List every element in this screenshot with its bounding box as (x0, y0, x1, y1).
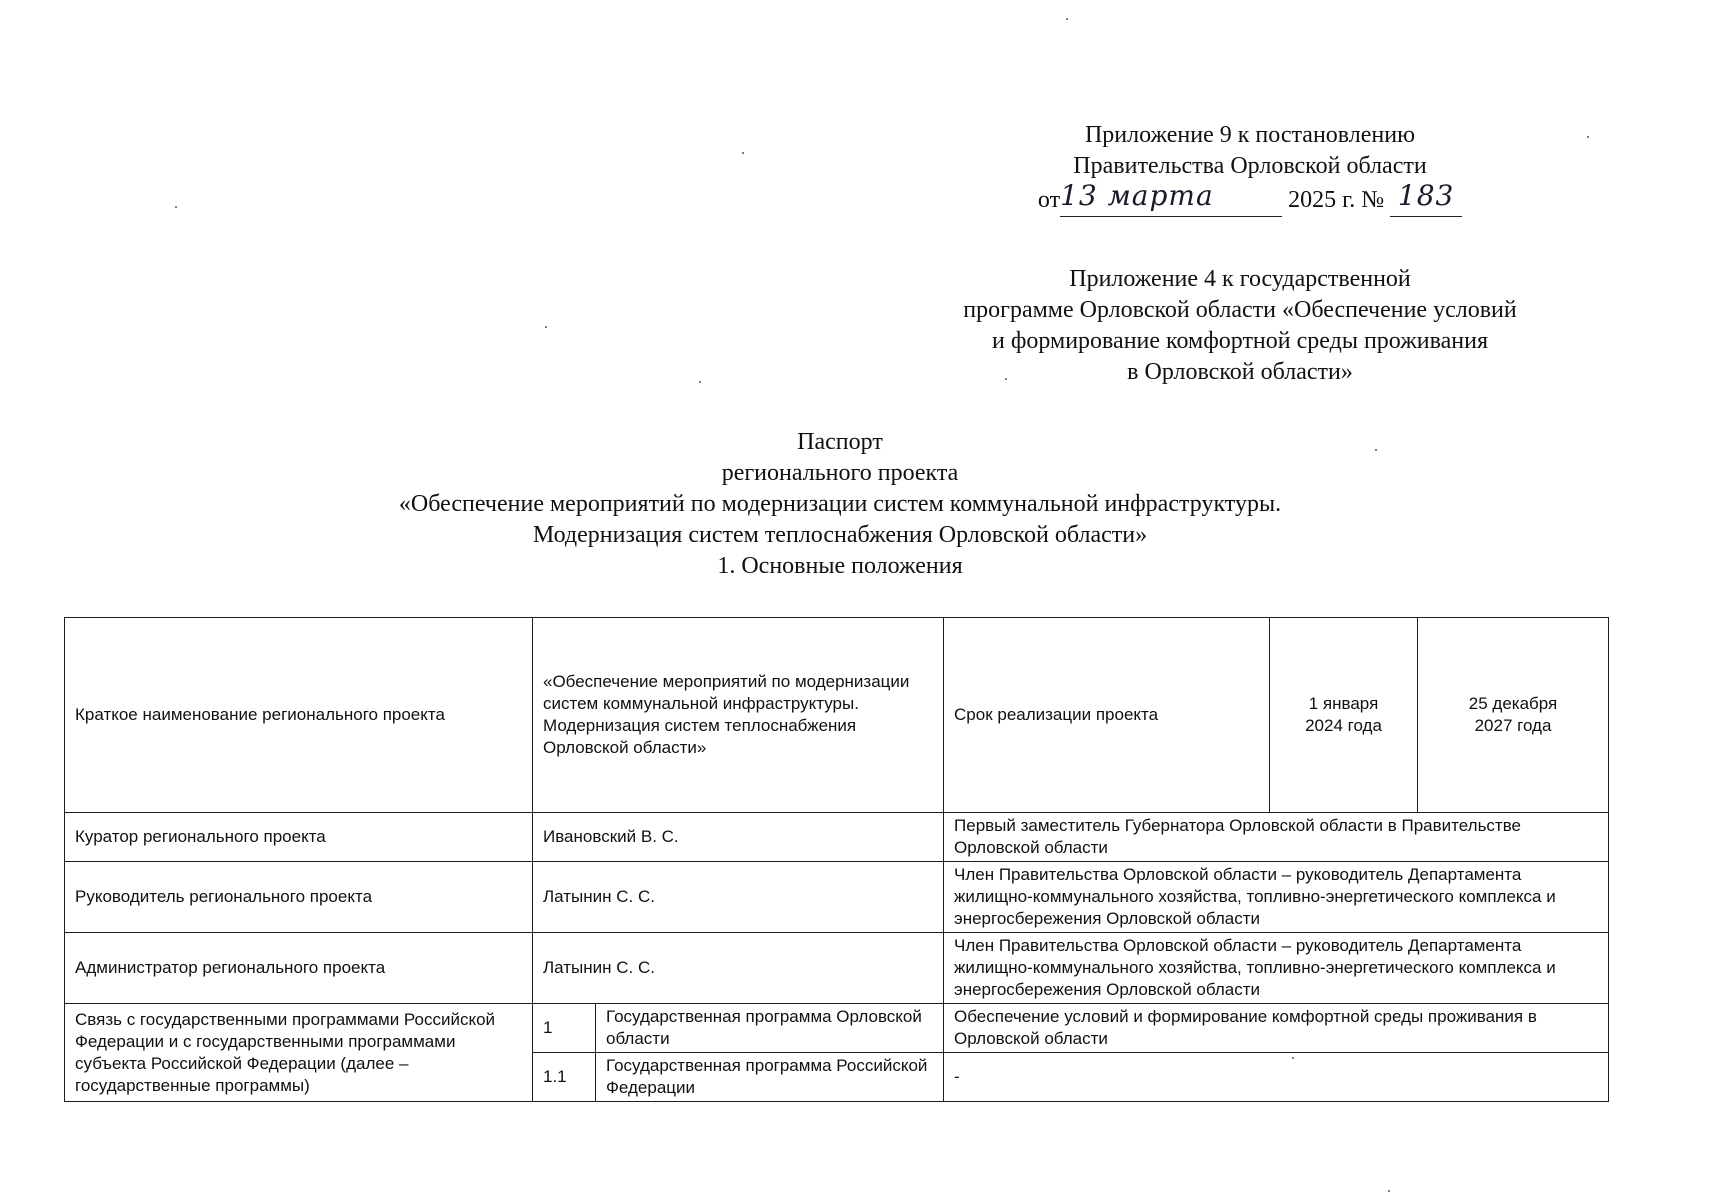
year-text: 2025 г. № (1288, 187, 1385, 213)
appendix-9-line-1: Приложение 9 к постановлению (1084, 122, 1416, 148)
scan-speck (1587, 136, 1589, 138)
programs-link-label: Связь с государственными программами Российской Федерации и с государственными программами субъекта Российской Федерации (далее – государственные программы) (65, 1004, 533, 1102)
handwritten-date: 13 марта (1060, 179, 1214, 212)
start-date-line-2: 2024 года (1305, 716, 1382, 735)
start-date (1270, 618, 1418, 813)
table-row (65, 1004, 1609, 1053)
appendix-4-line-3: и формирование комфортной среды проживания (991, 328, 1489, 354)
handwritten-number: 183 (1397, 179, 1455, 212)
scan-speck (1375, 449, 1377, 451)
table-row (65, 862, 1609, 933)
curator-position: Первый заместитель Губернатора Орловской области в Правительстве Орловской области (944, 813, 1609, 862)
program-value: Обеспечение условий и формирование комфортной среды проживания в Орловской области (944, 1004, 1609, 1053)
section-heading: 1. Основные положения (717, 553, 963, 579)
leader-position: Член Правительства Орловской области – руководитель Департамента жилищно-коммунального хозяйства, топливно-энергетического комплекса и энергосбережения Орловской области (944, 862, 1609, 933)
scan-speck (545, 326, 547, 328)
end-date-line-1: 25 декабря (1468, 694, 1558, 713)
program-number: 1 (533, 1004, 596, 1053)
title-line-3: «Обеспечение мероприятий по модернизации систем коммунальной инфраструктуры. (398, 491, 1282, 517)
date-field (1060, 179, 1282, 217)
program-value: - (944, 1053, 1609, 1102)
appendix-4-line-1: Приложение 4 к государственной (1069, 266, 1411, 292)
admin-name: Латынин С. С. (533, 933, 944, 1004)
term-label: Срок реализации проекта (944, 618, 1270, 813)
title-line-1: Паспорт (797, 429, 883, 455)
curator-label: Куратор регионального проекта (65, 813, 533, 862)
leader-name: Латынин С. С. (533, 862, 944, 933)
appendix-9-line-3 (990, 179, 1510, 217)
end-date-line-2: 2027 года (1474, 716, 1552, 735)
end-date (1418, 618, 1609, 813)
curator-name: Ивановский В. С. (533, 813, 944, 862)
scan-speck (1005, 378, 1007, 380)
appendix-4-header (900, 264, 1580, 388)
appendix-4-line-2: программе Орловской области «Обеспечение условий (963, 297, 1517, 323)
appendix-9-header (990, 120, 1510, 217)
program-kind: Государственная программа Орловской области (596, 1004, 944, 1053)
admin-position: Член Правительства Орловской области – руководитель Департамента жилищно-коммунального хозяйства, топливно-энергетического комплекса и энергосбережения Орловской области (944, 933, 1609, 1004)
short-name-value: «Обеспечение мероприятий по модернизации систем коммунальной инфраструктуры. Модернизация систем теплоснабжения Орловской области» (533, 618, 944, 813)
appendix-4-line-4: в Орловской области» (1127, 359, 1353, 385)
short-name-label: Краткое наименование регионального проекта (65, 618, 533, 813)
table-row (65, 813, 1609, 862)
scan-speck (1292, 1057, 1294, 1059)
scan-speck (742, 152, 744, 154)
table-row (65, 618, 1609, 813)
number-field (1390, 179, 1462, 217)
passport-table (64, 617, 1609, 1102)
table-row (65, 933, 1609, 1004)
scan-speck (175, 206, 177, 208)
passport-title (250, 427, 1430, 582)
date-prefix: от (1037, 187, 1061, 213)
scan-speck (1388, 1190, 1390, 1192)
scan-speck (699, 381, 701, 383)
program-kind: Государственная программа Российской Федерации (596, 1053, 944, 1102)
appendix-9-line-2: Правительства Орловской области (1073, 153, 1427, 179)
start-date-line-1: 1 января (1308, 694, 1379, 713)
title-line-2: регионального проекта (721, 460, 959, 486)
leader-label: Руководитель регионального проекта (65, 862, 533, 933)
title-line-4: Модернизация систем теплоснабжения Орловской области» (532, 522, 1148, 548)
scan-speck (1066, 18, 1068, 20)
program-number: 1.1 (533, 1053, 596, 1102)
admin-label: Администратор регионального проекта (65, 933, 533, 1004)
